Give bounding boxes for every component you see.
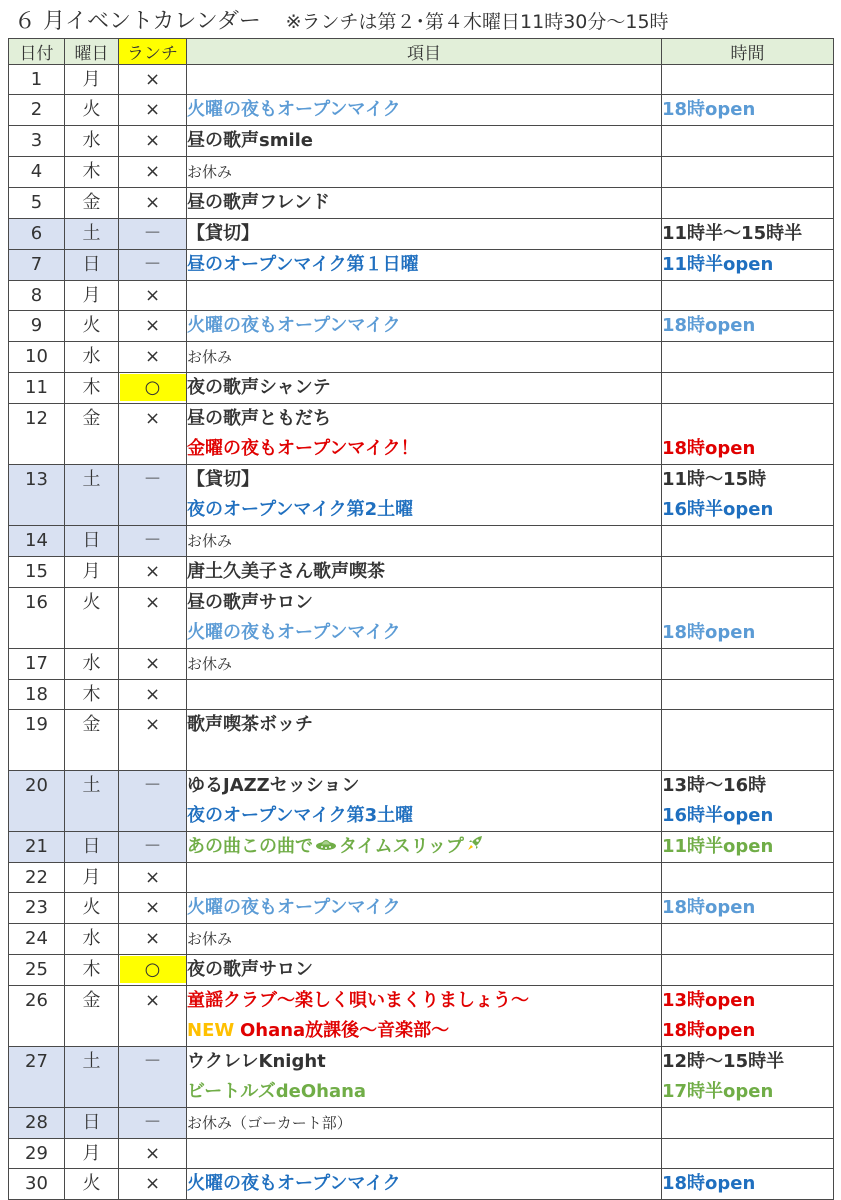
lunch-cell: － (119, 1108, 187, 1139)
event-line (187, 157, 661, 187)
weekday-cell: 金 (65, 188, 119, 219)
lunch-cell: × (119, 281, 187, 311)
lunch-cell: － (119, 832, 187, 863)
time-cell (662, 465, 834, 526)
event-cell (187, 95, 662, 126)
event-time: 18時open (662, 99, 756, 120)
event-cell (187, 1169, 662, 1200)
event-cell (187, 863, 662, 893)
day-cell: 2 (9, 95, 65, 126)
lunch-cell: × (119, 65, 187, 95)
time-cell (662, 342, 834, 373)
weekday-cell: 月 (65, 281, 119, 311)
weekday-cell: 水 (65, 342, 119, 373)
day-cell: 12 (9, 404, 65, 465)
event-time (662, 157, 833, 187)
event-name: 火曜の夜もオープンマイク (187, 897, 401, 918)
event-time: 18時open (662, 1020, 756, 1041)
weekday-cell: 金 (65, 710, 119, 771)
event-cell (187, 157, 662, 188)
event-line (187, 434, 661, 464)
lunch-cell: × (119, 924, 187, 955)
day-cell: 20 (9, 771, 65, 832)
event-time (662, 342, 833, 372)
weekday-cell: 木 (65, 373, 119, 404)
event-cell (187, 126, 662, 157)
event-cell (187, 311, 662, 342)
lunch-cell: × (119, 311, 187, 342)
lunch-cell: × (119, 188, 187, 219)
day-cell: 28 (9, 1108, 65, 1139)
lunch-cell: × (119, 157, 187, 188)
lunch-cell: × (119, 893, 187, 924)
table-row (9, 955, 834, 986)
event-time: 18時open (662, 1173, 756, 1194)
table-row (9, 126, 834, 157)
lunch-cell: × (119, 126, 187, 157)
event-name: 夜のオープンマイク第2土曜 (187, 499, 414, 520)
time-cell (662, 710, 834, 771)
event-name: お休み (187, 532, 233, 550)
event-name: お休み (187, 348, 233, 366)
weekday-cell: 土 (65, 219, 119, 250)
event-line (187, 1108, 661, 1138)
lunch-cell: － (119, 250, 187, 281)
time-cell (662, 250, 834, 281)
table-row (9, 95, 834, 126)
event-cell (187, 588, 662, 649)
event-cell (187, 188, 662, 219)
event-name-suffix: タイムスリップ (339, 836, 464, 857)
event-line (187, 801, 661, 831)
table-row (9, 710, 834, 771)
table-row (9, 1139, 834, 1169)
weekday-cell: 金 (65, 986, 119, 1047)
day-cell: 23 (9, 893, 65, 924)
event-line (187, 893, 661, 923)
event-cell (187, 771, 662, 832)
new-badge: NEW (187, 1020, 235, 1041)
event-line (187, 1047, 661, 1077)
table-row (9, 771, 834, 832)
time-cell (662, 1169, 834, 1200)
table-row (9, 188, 834, 219)
day-cell: 6 (9, 219, 65, 250)
lunch-cell: × (119, 1169, 187, 1200)
day-cell: 7 (9, 250, 65, 281)
event-line (187, 955, 661, 985)
event-cell (187, 65, 662, 95)
time-cell (662, 373, 834, 404)
lunch-cell: × (119, 404, 187, 465)
event-time (662, 126, 833, 156)
event-line (187, 771, 661, 801)
event-cell (187, 710, 662, 771)
table-row (9, 404, 834, 465)
day-cell: 25 (9, 955, 65, 986)
event-time: 18時open (662, 315, 756, 336)
table-row (9, 893, 834, 924)
event-name: ビートルズdeOhana (187, 1081, 367, 1102)
time-cell (662, 281, 834, 311)
event-time (662, 188, 833, 218)
event-name: ウクレレKnight (187, 1051, 326, 1072)
time-cell (662, 311, 834, 342)
weekday-cell: 火 (65, 1169, 119, 1200)
event-line (187, 404, 661, 434)
lunch-cell (119, 373, 187, 404)
event-name: 火曜の夜もオープンマイク (187, 315, 401, 336)
time-cell (662, 893, 834, 924)
lunch-available-mark: ○ (120, 374, 186, 401)
lunch-cell (119, 955, 187, 986)
event-cell (187, 281, 662, 311)
day-cell: 4 (9, 157, 65, 188)
event-time: 18時open (662, 897, 756, 918)
event-time (662, 924, 833, 954)
day-cell: 16 (9, 588, 65, 649)
event-time (662, 955, 833, 985)
weekday-cell: 土 (65, 465, 119, 526)
day-cell: 5 (9, 188, 65, 219)
event-name: 昼の歌声サロン (187, 592, 313, 613)
lunch-cell: － (119, 465, 187, 526)
weekday-cell: 土 (65, 1047, 119, 1108)
event-time: 18時open (662, 438, 756, 459)
table-row (9, 250, 834, 281)
event-cell (187, 893, 662, 924)
event-time: 11時～15時 (662, 469, 767, 490)
weekday-cell: 水 (65, 924, 119, 955)
event-cell (187, 557, 662, 588)
lunch-cell: － (119, 1047, 187, 1108)
table-row (9, 465, 834, 526)
event-cell (187, 832, 662, 863)
event-name: ゆるJAZZセッション (187, 775, 360, 796)
event-name: 火曜の夜もオープンマイク (187, 1173, 401, 1194)
event-line (187, 342, 661, 372)
event-time: 11時半～15時半 (662, 223, 803, 244)
time-cell (662, 188, 834, 219)
lunch-cell: × (119, 95, 187, 126)
table-row (9, 281, 834, 311)
time-cell (662, 219, 834, 250)
table-row (9, 157, 834, 188)
event-line (187, 126, 661, 156)
event-name: お休み (187, 930, 233, 948)
time-cell (662, 526, 834, 557)
event-name: 夜の歌声サロン (187, 959, 313, 980)
weekday-cell: 日 (65, 250, 119, 281)
event-time (662, 404, 833, 434)
weekday-cell: 木 (65, 955, 119, 986)
table-row (9, 1108, 834, 1139)
day-cell: 11 (9, 373, 65, 404)
header-item: 項目 (187, 39, 662, 65)
lunch-cell: × (119, 986, 187, 1047)
weekday-cell: 火 (65, 893, 119, 924)
time-cell (662, 126, 834, 157)
event-name: 昼の歌声フレンド (187, 192, 330, 213)
lunch-cell: － (119, 771, 187, 832)
day-cell: 27 (9, 1047, 65, 1108)
table-row (9, 1047, 834, 1108)
time-cell (662, 771, 834, 832)
event-name: 童謡クラブ～楽しく唄いまくりましょう～ (187, 990, 529, 1011)
event-line (187, 465, 661, 495)
event-cell (187, 404, 662, 465)
day-cell: 22 (9, 863, 65, 893)
ufo-icon (315, 832, 337, 862)
header-day: 日付 (9, 39, 65, 65)
weekday-cell: 月 (65, 863, 119, 893)
lunch-note: ※ランチは第２･第４木曜日11時30分～15時 (285, 11, 669, 33)
header-lunch: ランチ (119, 39, 187, 65)
event-line (187, 95, 661, 125)
event-time (662, 526, 833, 556)
table-row (9, 986, 834, 1047)
day-cell: 21 (9, 832, 65, 863)
day-cell: 8 (9, 281, 65, 311)
day-cell: 26 (9, 986, 65, 1047)
rocket-icon (466, 832, 484, 862)
event-time: 11時半open (662, 254, 774, 275)
weekday-cell: 日 (65, 1108, 119, 1139)
event-cell (187, 373, 662, 404)
event-name: お休み (187, 163, 233, 181)
calendar-body (9, 65, 834, 1200)
event-line (187, 526, 661, 556)
event-line (187, 311, 661, 341)
day-cell: 3 (9, 126, 65, 157)
day-cell: 14 (9, 526, 65, 557)
event-cell (187, 680, 662, 710)
event-time: 13時open (662, 990, 756, 1011)
event-cell (187, 1047, 662, 1108)
day-cell: 13 (9, 465, 65, 526)
header-dow: 曜日 (65, 39, 119, 65)
event-name: 歌声喫茶ボッチ (187, 714, 313, 735)
weekday-cell: 火 (65, 311, 119, 342)
event-name: 唐土久美子さん歌声喫茶 (187, 561, 385, 582)
event-line (187, 740, 661, 770)
day-cell: 10 (9, 342, 65, 373)
day-cell: 15 (9, 557, 65, 588)
event-cell (187, 342, 662, 373)
time-cell (662, 863, 834, 893)
day-cell: 24 (9, 924, 65, 955)
weekday-cell: 日 (65, 832, 119, 863)
time-cell (662, 157, 834, 188)
time-cell (662, 1047, 834, 1108)
header-time: 時間 (662, 39, 834, 65)
event-line (187, 588, 661, 618)
event-line (187, 373, 661, 403)
event-line (187, 1016, 661, 1046)
event-name: 【貸切】 (187, 469, 259, 490)
event-time: 13時～16時 (662, 775, 767, 796)
event-time (662, 649, 833, 679)
lunch-cell: × (119, 649, 187, 680)
weekday-cell: 水 (65, 649, 119, 680)
lunch-cell: × (119, 342, 187, 373)
table-row (9, 832, 834, 863)
lunch-cell: × (119, 863, 187, 893)
event-name: お休み (187, 655, 233, 673)
event-name: 夜のオープンマイク第3土曜 (187, 805, 414, 826)
time-cell (662, 588, 834, 649)
event-cell (187, 1139, 662, 1169)
day-cell: 17 (9, 649, 65, 680)
event-line (187, 710, 661, 740)
weekday-cell: 水 (65, 126, 119, 157)
time-cell (662, 924, 834, 955)
event-calendar-table (8, 38, 834, 1200)
event-line (187, 618, 661, 648)
table-row (9, 311, 834, 342)
event-cell (187, 955, 662, 986)
lunch-cell: － (119, 526, 187, 557)
time-cell (662, 95, 834, 126)
table-row (9, 65, 834, 95)
table-row (9, 219, 834, 250)
event-name: 昼の歌声smile (187, 130, 314, 151)
lunch-cell: － (119, 219, 187, 250)
lunch-cell: × (119, 1139, 187, 1169)
lunch-cell: × (119, 710, 187, 771)
time-cell (662, 955, 834, 986)
event-line (187, 250, 661, 280)
event-line (187, 188, 661, 218)
event-time (662, 373, 833, 403)
event-name: あの曲この曲で (187, 836, 313, 857)
time-cell (662, 680, 834, 710)
event-time: 16時半open (662, 499, 774, 520)
weekday-cell: 日 (65, 526, 119, 557)
weekday-cell: 木 (65, 157, 119, 188)
time-cell (662, 649, 834, 680)
table-row (9, 557, 834, 588)
event-line (187, 649, 661, 679)
event-line (187, 1077, 661, 1107)
event-cell (187, 1108, 662, 1139)
table-row (9, 924, 834, 955)
table-row (9, 1169, 834, 1200)
event-name: Ohana放課後～音楽部～ (239, 1020, 450, 1041)
table-row (9, 863, 834, 893)
table-row (9, 649, 834, 680)
lunch-cell: × (119, 557, 187, 588)
event-line (187, 924, 661, 954)
event-cell (187, 526, 662, 557)
time-cell (662, 404, 834, 465)
day-cell: 1 (9, 65, 65, 95)
calendar-title: ６ 月イベントカレンダー (14, 9, 261, 34)
event-line (187, 495, 661, 525)
event-name: 昼のオープンマイク第１日曜 (187, 254, 419, 275)
event-line (187, 1169, 661, 1199)
day-cell: 29 (9, 1139, 65, 1169)
time-cell (662, 1139, 834, 1169)
day-cell: 9 (9, 311, 65, 342)
table-row (9, 342, 834, 373)
event-time (662, 710, 833, 740)
event-name: 【貸切】 (187, 223, 259, 244)
event-cell (187, 250, 662, 281)
event-name: 夜の歌声シャンテ (187, 377, 331, 398)
event-time (662, 557, 833, 587)
page-title (14, 6, 669, 36)
event-line (187, 219, 661, 249)
lunch-cell: × (119, 680, 187, 710)
time-cell (662, 65, 834, 95)
event-time (662, 588, 833, 618)
table-row (9, 680, 834, 710)
event-name: お休み（ゴーカート部） (187, 1114, 352, 1132)
weekday-cell: 月 (65, 1139, 119, 1169)
lunch-available-mark: ○ (120, 956, 186, 983)
event-time: 18時open (662, 622, 756, 643)
day-cell: 18 (9, 680, 65, 710)
time-cell (662, 557, 834, 588)
time-cell (662, 832, 834, 863)
weekday-cell: 月 (65, 557, 119, 588)
event-name: 金曜の夜もオープンマイク！ (187, 438, 419, 459)
header-row (9, 39, 834, 65)
event-line (187, 832, 661, 862)
table-row (9, 373, 834, 404)
event-cell (187, 219, 662, 250)
event-cell (187, 465, 662, 526)
table-row (9, 526, 834, 557)
event-line (187, 557, 661, 587)
event-time: 17時半open (662, 1081, 774, 1102)
weekday-cell: 月 (65, 65, 119, 95)
weekday-cell: 土 (65, 771, 119, 832)
event-cell (187, 986, 662, 1047)
event-cell (187, 649, 662, 680)
event-cell (187, 924, 662, 955)
event-time (662, 1108, 833, 1138)
day-cell: 30 (9, 1169, 65, 1200)
lunch-cell: × (119, 588, 187, 649)
event-name: 火曜の夜もオープンマイク (187, 622, 401, 643)
event-name: 昼の歌声ともだち (187, 408, 331, 429)
weekday-cell: 火 (65, 588, 119, 649)
time-cell (662, 986, 834, 1047)
event-time: 12時～15時半 (662, 1051, 785, 1072)
event-line (187, 986, 661, 1016)
weekday-cell: 火 (65, 95, 119, 126)
weekday-cell: 金 (65, 404, 119, 465)
event-time: 11時半open (662, 836, 774, 857)
weekday-cell: 木 (65, 680, 119, 710)
event-time (662, 740, 833, 770)
day-cell: 19 (9, 710, 65, 771)
table-row (9, 588, 834, 649)
time-cell (662, 1108, 834, 1139)
event-time: 16時半open (662, 805, 774, 826)
event-name: 火曜の夜もオープンマイク (187, 99, 401, 120)
